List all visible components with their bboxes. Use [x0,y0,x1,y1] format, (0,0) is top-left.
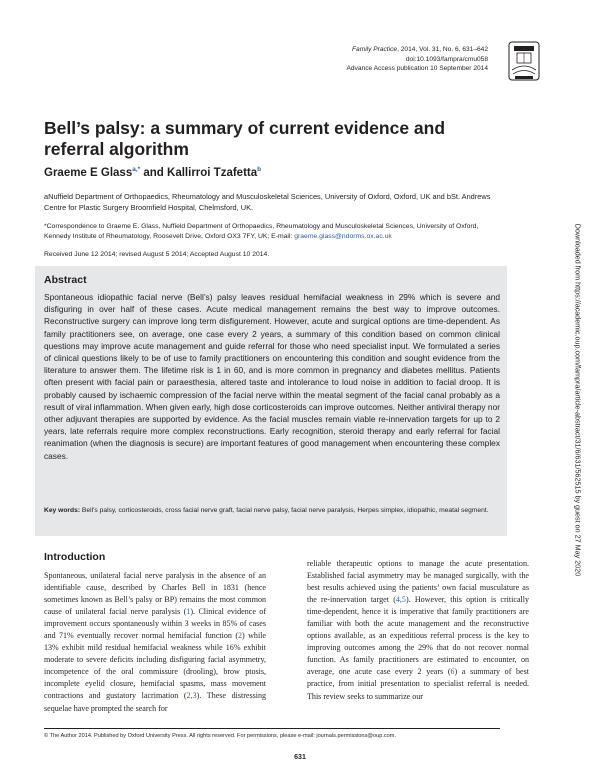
author-affiliation-marker: b [257,166,262,173]
correspondence [44,222,492,242]
introduction-column-left [44,570,266,715]
author-name[interactable]: Kallirroi Tzafetta [167,166,258,179]
author-list [44,166,261,179]
article-dates: Received June 12 2014; revised August 5 2014; Accepted August 10 2014. [44,251,270,258]
footer-rule [44,728,500,729]
copyright-notice: © The Author 2014. Published by Oxford University Press. All rights reserved. For permissions, please e-mail: journals.permissions@oup.com. [44,733,396,739]
body-text-segment: Spontaneous, unilateral facial nerve paralysis in the absence of an identifiable cause, described by Charles Bell in 1831 (hence sometimes known as Bell’s palsy or BP) remains the most common cause of unilateral facial nerve paralysis ( [44,571,266,617]
author-name[interactable]: Graeme E Glass [44,166,133,179]
body-text-segment: ). However, this option is critically time-dependent, hence it is imperative that family practitioners are familiar with both the acute management and the reconstructive options available, as an expeditious referral process is the key to improving outcomes among the 29% that do not recover normal function. As family practitioners are estimated to encounter, on average, one acute case every 2 years ( [307,595,530,677]
oxford-university-press-crest-icon [505,40,543,84]
advance-access: Advance Access publication 10 September 2014 [346,65,488,72]
keywords-list: Bell’s palsy, corticosteroids, cross facial nerve graft, facial nerve palsy, facial nerve paralysis, Herpes simplex, idiopathic, meatal segment. [81,507,489,514]
citation: , 2014, Vol. 31, No. 6, 631–642 [397,46,488,53]
citation-reference[interactable]: 4,5 [395,595,406,605]
introduction-column-right [307,558,529,703]
body-text-segment: reliable therapeutic options to manage the acute presentation. Established facial asymmetry may be managed surgically, with the best results achieved using the patients’ own facial musculature as the re-innervation target ( [307,559,529,605]
download-notice[interactable]: Downloaded from https://academic.oup.com/fampra/article-abstract/31/6/631/562515 by guest on 27 May 2020 [573,223,583,577]
citation-reference[interactable]: 2 [238,631,243,641]
author-affiliation-marker: a,* [132,166,141,173]
article-meta [347,45,489,74]
body-text-segment: ) while 13% exhibit mild residual hemifacial weakness while 16% exhibit moderate to severe deficits including disfiguring facial asymmetry, incompetence of the oral commissure (drooling), brow ptosis, incomplete eyelid closure, hemifacial spasms, mass movement contractions and gustatory lacrimation ( [44,631,266,701]
journal-name: Family Practice [352,46,398,53]
body-text-segment: ). These distressing sequelae have prompted the search for [44,691,266,713]
abstract-heading: Abstract [44,274,87,286]
keywords-label: Key words: [44,507,81,514]
citation-reference[interactable]: 6 [450,667,455,677]
correspondence-text: *Correspondence to Graeme E. Glass, Nuffield Department of Orthopaedics, Rheumatology and Musculoskeletal Sciences, University of Oxford, Kennedy Institute of Rheumatology, Roosevelt Drive, Oxford OX3 7FY, UK; E-mail: [44,223,479,240]
journal-citation [347,45,489,55]
introduction-heading: Introduction [44,551,106,563]
citation-reference[interactable]: 1 [186,607,191,617]
abstract-body: Spontaneous idiopathic facial nerve (Bell’s) palsy leaves residual hemifacial weakness in 29% which is severe and disfiguring in over half of these cases. Acute medical management remains the best way to improve outcomes. Reconstructive surgery can improve long term disfigurement. However, acute and surgical options are time-dependent. As family practitioners see, on average, one case every 2 years, a summary of this condition based on common clinical questions may improve acute management and guide referral for those who need specialist input. We formulated a series of clinical questions likely to be of use to family practitioners on encountering this condition and sought evidence from the literature to answer them. The lifetime risk is 1 in 60, and is more common in pregnancy and diabetes mellitus. Patients often present with facial pain or paraesthesia, altered taste and intolerance to loud noise in addition to facial droop. It is probably caused by ischaemic compression of the facial nerve within the meatal segment of the facial canal probably as a result of viral inflammation. When given early, high dose corticosteroids can improve outcomes. Neither antiviral therapy nor other adjuvant therapies are supported by evidence. As the facial muscles remain viable re-innervation targets for up to 2 years, late referrals require more complex reconstructions. Early recognition, steroid therapy and early referral for facial reanimation (when the diagnosis is secure) are important features of good management when encountering these complex cases. [44,292,500,461]
body-text-segment: ). Clinical evidence of improvement occurs spontaneously within 3 weeks in 85% of cases and 71% eventually recover normal hemifacial function ( [44,607,266,641]
citation-reference[interactable]: 2,3 [186,691,197,701]
author-conjunction: and [140,166,168,179]
body-text-segment: ) a summary of best practice, from initial presentation to specialist referral is needed. This review seeks to summarize our [307,667,529,701]
article-title: Bell’s palsy: a summary of current evidence and referral algorithm [44,118,446,159]
doi[interactable]: doi:10.1093/fampra/cmu058 [405,55,488,63]
email-link[interactable]: graeme.glass@ndorms.ox.ac.uk [294,233,392,240]
keywords [44,506,500,516]
page-number: 631 [294,754,306,761]
affiliations: aNuffield Department of Orthopaedics, Rheumatology and Musculoskeletal Sciences, University of Oxford, Oxford, UK and bSt. Andrews Centre for Plastic Surgery Broomfield Hospital, Chelmsford, UK. [44,192,491,212]
